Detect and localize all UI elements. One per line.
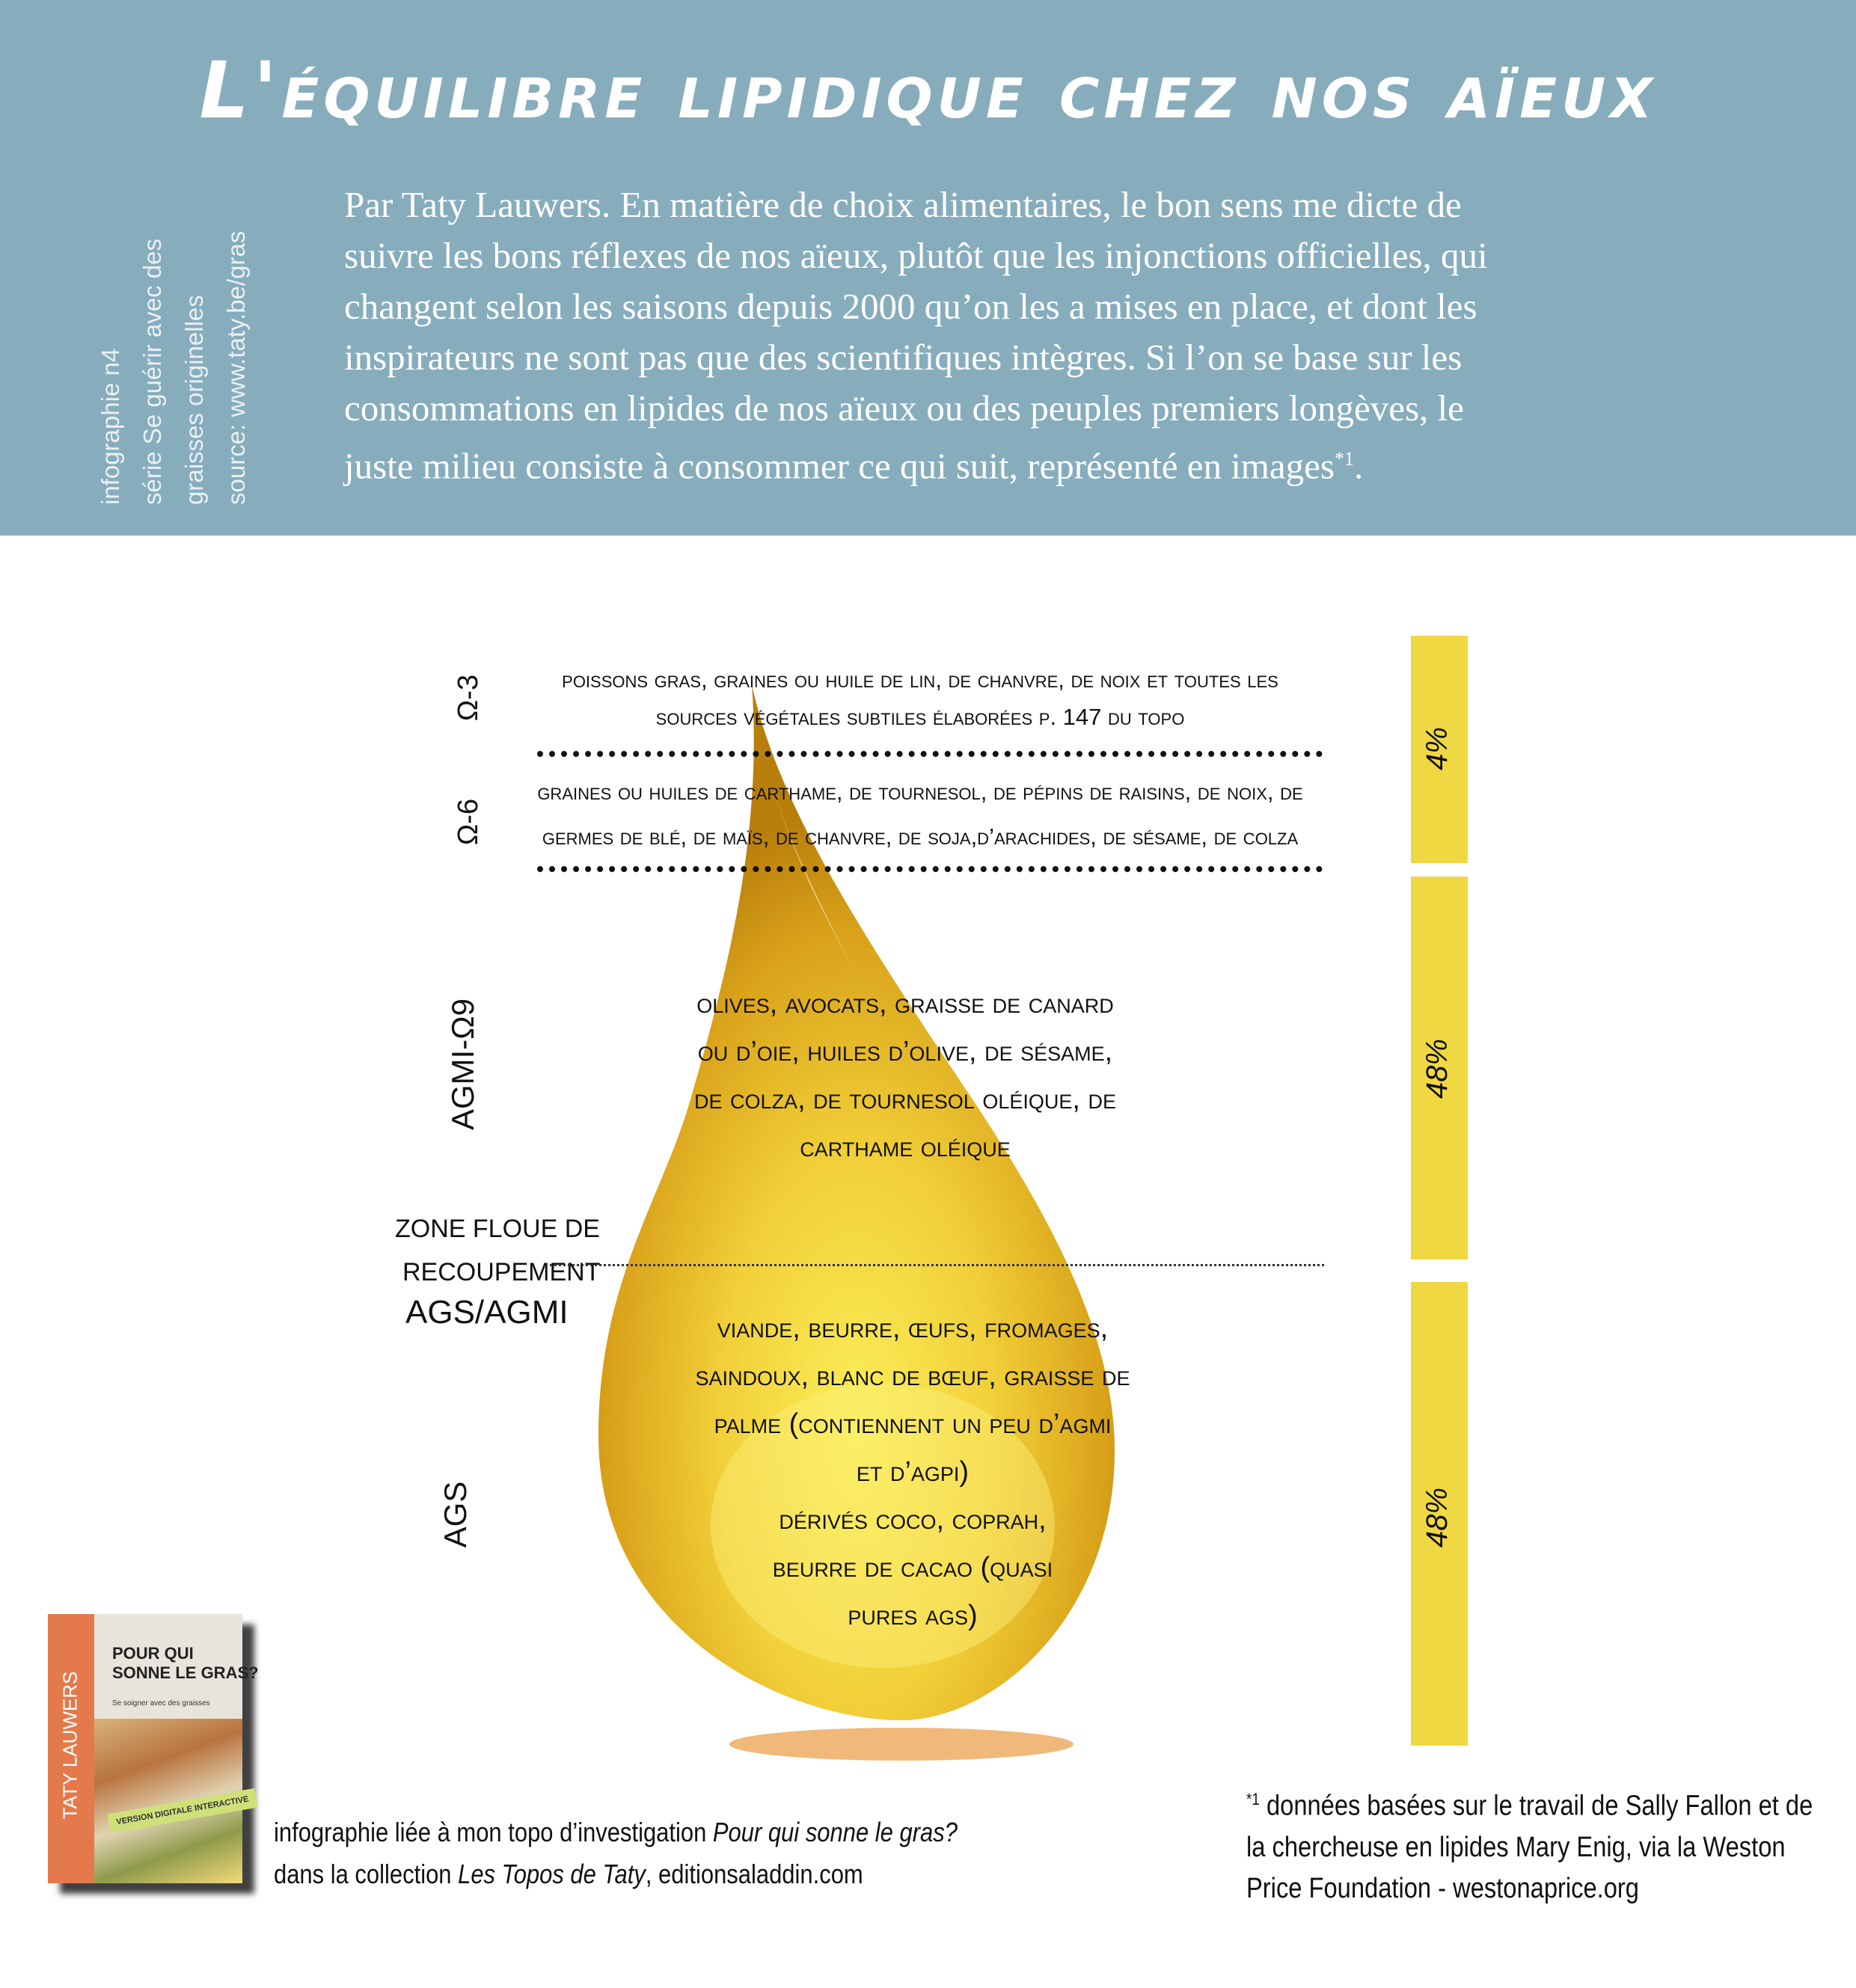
footnote-line: Price Foundation - westonaprice.org — [1246, 1872, 1639, 1904]
ags-foods — [628, 1304, 1197, 1639]
food-line: beurre de cacao (quasi — [772, 1552, 1053, 1583]
food-line: graines ou huiles de carthame, de tournesol, de pépins de raisins, de noix, de — [537, 779, 1303, 805]
food-line: de colza, de tournesol oléique, de — [693, 1084, 1117, 1115]
side-meta-line: infographie n4 — [97, 348, 124, 505]
book-title-line: POUR QUI — [112, 1644, 194, 1663]
food-line: pures ags) — [848, 1600, 978, 1631]
footnote-mark: *1 — [1246, 1790, 1260, 1808]
collection-italic: Les Topos de Taty — [458, 1859, 646, 1889]
side-meta-line: source: www.taty.be/gras — [222, 230, 250, 505]
intro-line: changent selon les saisons depuis 2000 qu’on les a mises en place, et dont les — [344, 286, 1477, 327]
agmi-foods — [584, 980, 1227, 1171]
intro-line: juste milieu consiste à consommer ce qui suit, représenté en images — [344, 445, 1335, 487]
side-meta-line: série Se guérir avec des — [138, 239, 166, 505]
food-line: palme (contiennent un peu d’agmi — [714, 1408, 1112, 1440]
caption-text: dans la collection — [274, 1859, 459, 1889]
footnote-line: la chercheuse en lipides Mary Enig, via la Weston — [1246, 1831, 1786, 1863]
zone-label — [395, 1207, 600, 1294]
percent-label: 48% — [1421, 1038, 1454, 1099]
omega3-foods — [509, 661, 1332, 736]
food-line: sources végétales subtiles élaborées p. 147 du topo — [655, 704, 1185, 730]
caption-text: , editionsaladdin.com — [645, 1859, 863, 1889]
footnote — [1246, 1779, 1813, 1909]
agmi-label: AGMI-Ω9 — [445, 998, 480, 1131]
caption-line — [274, 1811, 958, 1853]
book-title — [112, 1644, 259, 1683]
food-line: et d’agpi) — [856, 1456, 970, 1488]
omega6-foods — [509, 773, 1332, 856]
intro-line: Par Taty Lauwers. En matière de choix alimentaires, le bon sens me dicte de — [344, 184, 1462, 225]
divider-dotted-thin — [550, 1264, 1324, 1266]
intro-line: inspirateurs ne sont pas que des scientifiques intègres. Si l’on se base sur les — [344, 337, 1463, 378]
food-line: dérivés coco, coprah, — [779, 1504, 1047, 1536]
food-line: viande, beurre, œufs, fromages, — [717, 1313, 1109, 1344]
percent-label: 4% — [1421, 727, 1454, 770]
food-line: ou d’oie, huiles d’olive, de sésame, — [697, 1036, 1113, 1067]
omega6-label: Ω-6 — [453, 798, 484, 846]
book-band: VERSION DIGITALE INTERACTIVE — [107, 1788, 257, 1833]
book-subtitle: Se soigner avec des graisses — [112, 1699, 210, 1708]
intro-end: . — [1353, 445, 1364, 487]
zone-label-line: RECOUPEMENT — [402, 1258, 601, 1286]
zone-label-big: AGS/AGMI — [405, 1294, 569, 1331]
food-line: saindoux, blanc de bœuf, graisse de — [695, 1360, 1130, 1392]
divider-dots — [537, 866, 1323, 872]
ags-label: AGS — [438, 1481, 473, 1548]
caption-text: infographie liée à mon topo d’investigation — [274, 1817, 713, 1847]
food-line: poissons gras, graines ou huile de lin, de chanvre, de noix et toutes les — [562, 666, 1278, 693]
footnote-line — [1246, 1779, 1813, 1827]
divider-dots — [537, 751, 1323, 757]
book-title-line: SONNE LE GRAS? — [112, 1663, 259, 1682]
book-title-italic: Pour qui sonne le gras? — [712, 1817, 958, 1847]
footnote-ref: *1 — [1334, 448, 1354, 470]
book-author: TATY LAUWERS — [58, 1671, 82, 1820]
percent-label: 48% — [1421, 1487, 1454, 1548]
food-line: olives, avocats, graisse de canard — [696, 988, 1114, 1019]
intro-line: suivre les bons réflexes de nos aïeux, plutôt que les injonctions officielles, qui — [344, 235, 1488, 276]
caption-line — [274, 1853, 917, 1895]
omega3-label: Ω-3 — [453, 674, 484, 722]
book-caption — [274, 1811, 958, 1895]
zone-label-line: ZONE FLOUE DE — [395, 1215, 600, 1243]
intro-line: consommations en lipides de nos aïeux ou des peuples premiers longèves, le — [344, 387, 1464, 429]
page-title: L'équilibre lipidique chez nos aïeux — [199, 45, 1657, 136]
footnote-text: données basées sur le travail de Sally Fallon et de — [1259, 1790, 1813, 1822]
oil-puddle — [729, 1728, 1074, 1761]
food-line: germes de blé, de maïs, de chanvre, de soja,d’arachides, de sésame, de colza — [542, 823, 1299, 850]
side-meta-line: graisses originelles — [180, 295, 208, 505]
food-line: carthame oléique — [800, 1132, 1011, 1163]
book-cover — [48, 1614, 259, 1883]
